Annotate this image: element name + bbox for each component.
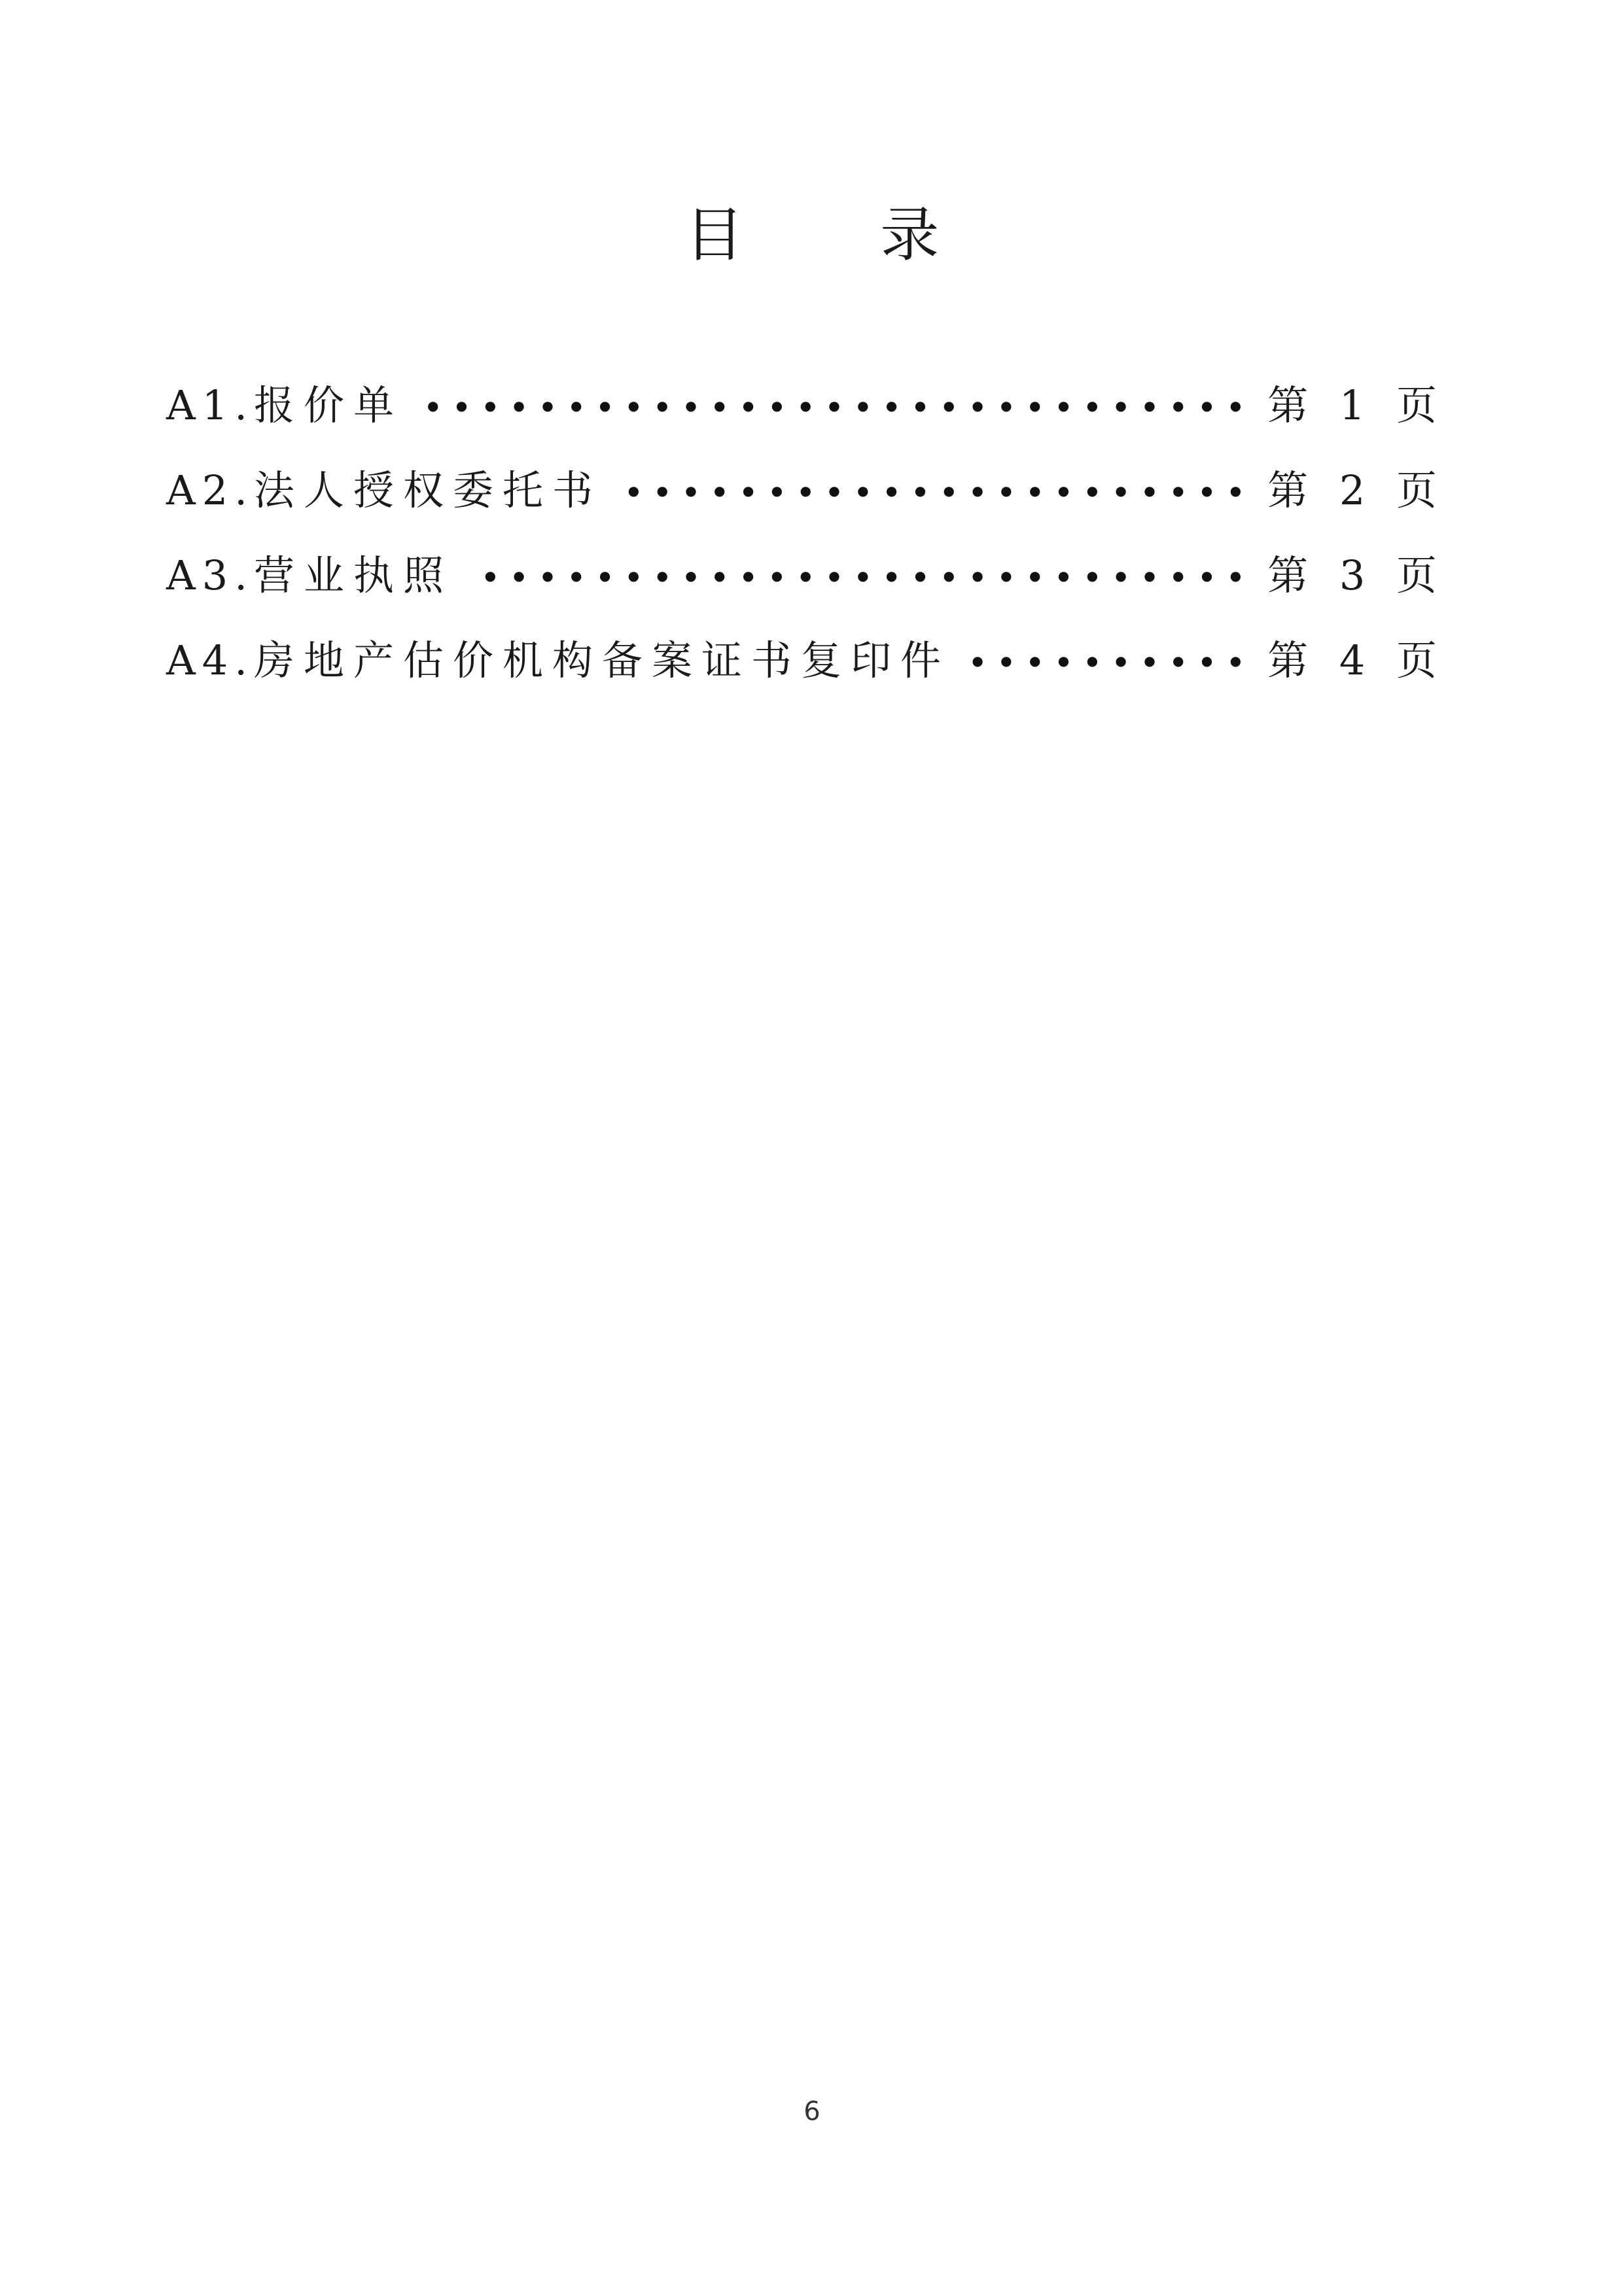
page-suffix: 页	[1396, 551, 1446, 599]
page-prefix: 第	[1267, 381, 1318, 429]
page-ref-number: 3	[1339, 551, 1375, 599]
toc-entry-name: 报价单	[253, 381, 403, 429]
toc-entry[interactable]	[166, 448, 1446, 533]
toc-entry[interactable]	[166, 533, 1446, 618]
page-prefix: 第	[1267, 551, 1318, 599]
page-suffix: 页	[1396, 466, 1446, 514]
toc-entry[interactable]	[166, 363, 1446, 448]
toc-entry-label	[166, 448, 602, 533]
toc-entry-label	[166, 363, 403, 448]
page-suffix: 页	[1396, 636, 1446, 684]
dot-leader	[619, 448, 1248, 533]
page-number: 6	[803, 2096, 821, 2127]
page-suffix: 页	[1396, 381, 1446, 429]
toc-entry-code: A4.	[166, 636, 254, 684]
dot-leader	[420, 363, 1248, 448]
toc-entry-label	[166, 533, 453, 618]
toc-entry-code: A3.	[166, 551, 254, 599]
page-ref-number: 4	[1339, 636, 1375, 684]
toc-entry-name: 房地产估价机构备案证书复印件	[253, 636, 950, 684]
toc-entry-page	[1267, 618, 1446, 703]
toc-entry[interactable]	[166, 618, 1446, 703]
toc-entry-name: 营业执照	[253, 551, 453, 599]
dot-leader	[967, 618, 1248, 703]
toc-entry-page	[1267, 448, 1446, 533]
toc-entry-page	[1267, 533, 1446, 618]
page-title: 目 录	[684, 201, 998, 270]
table-of-contents	[166, 363, 1446, 703]
page-prefix: 第	[1267, 466, 1318, 514]
toc-entry-label	[166, 618, 950, 703]
toc-entry-name: 法人授权委托书	[253, 466, 602, 514]
page-prefix: 第	[1267, 636, 1318, 684]
page-ref-number: 2	[1339, 466, 1375, 514]
toc-entry-code: A1.	[166, 381, 254, 429]
page-ref-number: 1	[1339, 381, 1375, 429]
toc-entry-code: A2.	[166, 466, 254, 514]
dot-leader	[470, 533, 1248, 618]
toc-entry-page	[1267, 363, 1446, 448]
